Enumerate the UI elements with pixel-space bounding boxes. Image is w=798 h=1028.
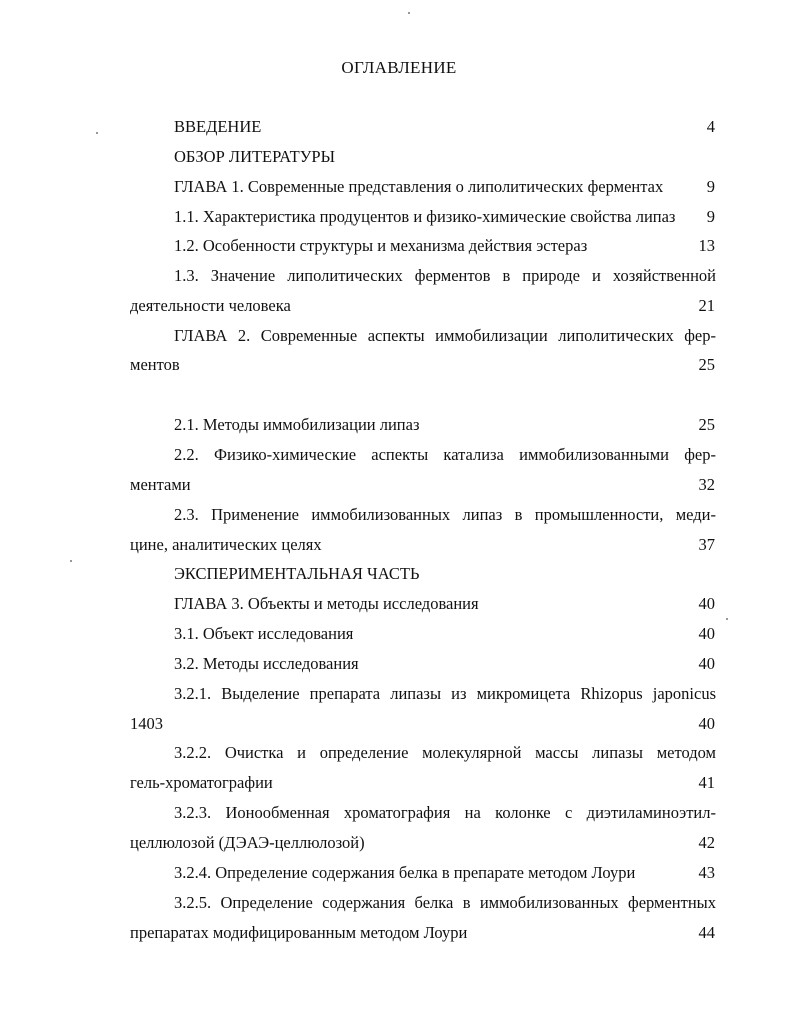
toc-entry-text-cont: гель-хроматографии <box>130 773 273 792</box>
toc-entry-text: 3.2.5. Определение содержания белка в иммобилизованных ферментных <box>174 893 716 912</box>
toc-entry-page: 9 <box>706 207 715 226</box>
toc-entry-page: 40 <box>698 654 715 673</box>
toc-entry-3-2-2-continuation <box>0 772 798 794</box>
toc-entry-3-2-3-continuation <box>0 832 798 854</box>
toc-section-literature-review <box>0 146 798 168</box>
toc-entry-introduction <box>0 116 798 138</box>
toc-entry-text: 3.2.3. Ионообменная хроматография на колонке с диэтиламиноэтил- <box>174 803 716 822</box>
toc-entry-2-2-continuation <box>0 474 798 496</box>
toc-entry-text: ГЛАВА 1. Современные представления о липолитических ферментах <box>174 177 664 196</box>
toc-entry-text: 3.1. Объект исследования <box>174 624 354 643</box>
toc-entry-page: 9 <box>706 177 715 196</box>
toc-entry-text: ЭКСПЕРИМЕНТАЛЬНАЯ ЧАСТЬ <box>174 564 420 583</box>
toc-entry-3-2-2 <box>0 742 798 764</box>
toc-entry-text: 1.2. Особенности структуры и механизма действия эстераз <box>174 236 588 255</box>
toc-entry-text: 1.1. Характеристика продуцентов и физико-химические свойства липаз <box>174 207 676 226</box>
toc-entry-page: 13 <box>698 236 715 255</box>
toc-entry-3-2-3 <box>0 802 798 824</box>
toc-entry-page: 21 <box>698 296 715 315</box>
toc-entry-3-2-5-continuation <box>0 922 798 944</box>
toc-entry-chapter-2-continuation <box>0 354 798 376</box>
toc-entry-page: 42 <box>698 833 715 852</box>
toc-entry-text: 2.3. Применение иммобилизованных липаз в промышленности, меди- <box>174 505 716 524</box>
toc-entry-2-2 <box>0 444 798 466</box>
toc-entry-text-cont: целлюлозой (ДЭАЭ-целлюлозой) <box>130 833 365 852</box>
toc-entry-3-1 <box>0 623 798 645</box>
toc-entry-page: 40 <box>698 714 715 733</box>
toc-section-experimental <box>0 563 798 585</box>
toc-entry-chapter-3 <box>0 593 798 615</box>
toc-entry-page: 43 <box>698 863 715 882</box>
toc-entry-text: 1.3. Значение липолитических ферментов в природе и хозяйственной <box>174 266 716 285</box>
toc-entry-text: ОБЗОР ЛИТЕРАТУРЫ <box>174 147 335 166</box>
toc-entry-text: 3.2.1. Выделение препарата липазы из микромицета Rhizopus japonicus <box>174 684 716 703</box>
toc-entry-page: 25 <box>698 355 715 374</box>
scan-speck <box>408 12 410 14</box>
toc-entry-3-2-5 <box>0 892 798 914</box>
toc-entry-3-2-1-continuation <box>0 713 798 735</box>
toc-entry-text: ГЛАВА 2. Современные аспекты иммобилизации липолитических фер- <box>174 326 716 345</box>
toc-entry-text: ВВЕДЕНИЕ <box>174 117 262 136</box>
toc-entry-chapter-1 <box>0 176 798 198</box>
toc-entry-page: 37 <box>698 535 715 554</box>
toc-entry-1-2 <box>0 235 798 257</box>
scan-speck <box>70 560 72 562</box>
toc-entry-chapter-2 <box>0 325 798 347</box>
toc-entry-3-2-1 <box>0 683 798 705</box>
page-title: ОГЛАВЛЕНИЕ <box>341 58 457 77</box>
toc-entry-1-3-continuation <box>0 295 798 317</box>
toc-entry-2-1 <box>0 414 798 436</box>
toc-entry-1-3 <box>0 265 798 287</box>
toc-entry-text: 3.2. Методы исследования <box>174 654 359 673</box>
toc-entry-text: 3.2.4. Определение содержания белка в препарате методом Лоури <box>174 863 636 882</box>
scan-speck <box>726 618 728 620</box>
toc-entry-text-cont: 1403 <box>130 714 163 733</box>
scan-speck <box>96 132 98 134</box>
toc-entry-text: 2.1. Методы иммобилизации липаз <box>174 415 420 434</box>
toc-entry-page: 4 <box>706 117 715 136</box>
toc-entry-text-cont: ментов <box>130 355 180 374</box>
toc-entry-3-2 <box>0 653 798 675</box>
toc-entry-text: 3.2.2. Очистка и определение молекулярной массы липазы методом <box>174 743 716 762</box>
toc-entry-text-cont: препаратах модифицированным методом Лоури <box>130 923 468 942</box>
toc-entry-text-cont: деятельности человека <box>130 296 291 315</box>
toc-entry-2-3 <box>0 504 798 526</box>
toc-entry-1-1 <box>0 206 798 228</box>
toc-entry-3-2-4 <box>0 862 798 884</box>
toc-entry-text: ГЛАВА 3. Объекты и методы исследования <box>174 594 479 613</box>
toc-entry-text-cont: цине, аналитических целях <box>130 535 322 554</box>
toc-entry-page: 44 <box>698 923 715 942</box>
toc-entry-page: 40 <box>698 594 715 613</box>
toc-entry-page: 25 <box>698 415 715 434</box>
toc-entry-page: 41 <box>698 773 715 792</box>
toc-entry-2-3-continuation <box>0 534 798 556</box>
toc-entry-page: 40 <box>698 624 715 643</box>
toc-entry-text-cont: ментами <box>130 475 191 494</box>
toc-entry-page: 32 <box>698 475 715 494</box>
toc-entry-text: 2.2. Физико-химические аспекты катализа иммобилизованными фер- <box>174 445 716 464</box>
